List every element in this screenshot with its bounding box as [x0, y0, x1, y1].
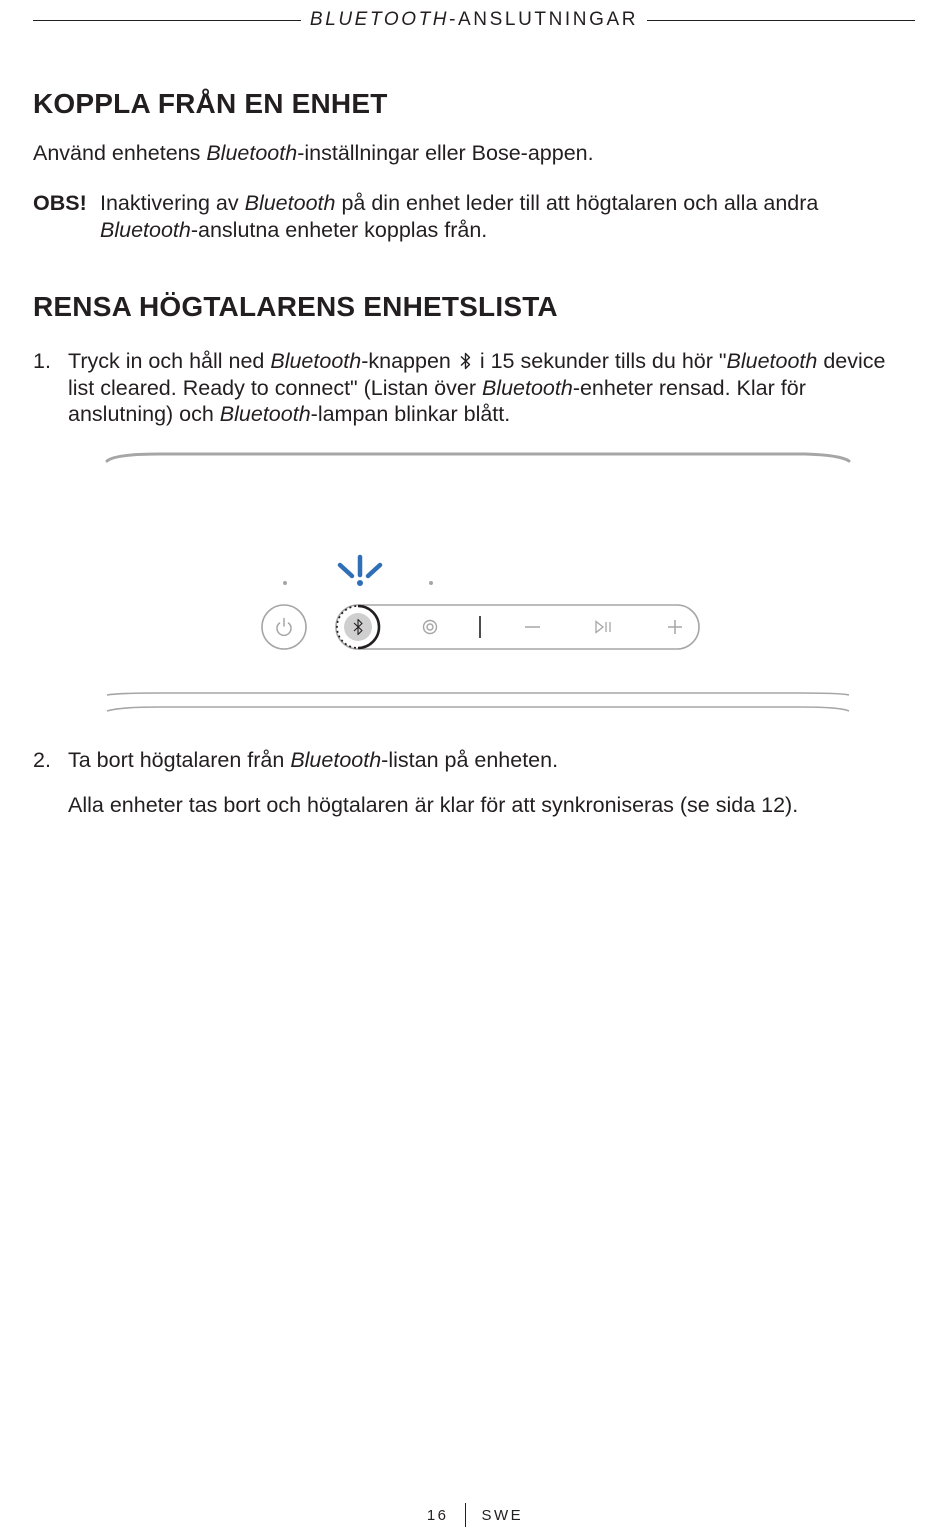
note-text: Inaktivering av Bluetooth på din enhet leder till att högtalaren och alla andra Bluetooth-anslutna enheter kopplas från.	[100, 191, 819, 242]
step-2-result: Alla enheter tas bort och högtalaren är klar för att synkroniseras (se sida 12).	[68, 793, 799, 817]
page-footer	[0, 1500, 950, 1530]
footer-divider	[465, 1503, 466, 1527]
intro-paragraph: Använd enhetens Bluetooth-inställningar eller Bose-appen.	[33, 141, 594, 165]
bluetooth-light-blinking	[340, 557, 380, 576]
page-number: 16	[426, 1506, 449, 1524]
button-panel	[336, 605, 699, 649]
step-number: 2.	[33, 748, 51, 772]
step-2-text: Ta bort högtalaren från Bluetooth-listan på enheten.	[68, 748, 559, 772]
bluetooth-indicator-dot	[357, 580, 363, 586]
section-heading-clear-list: RENSA HÖGTALARENS ENHETSLISTA	[33, 291, 558, 322]
page-header	[33, 7, 915, 33]
header-title: BLUETOOTH-ANSLUTNINGAR	[309, 9, 639, 30]
step-1-text: Tryck in och håll ned Bluetooth-knappen i 15 sekunder tills du hör "Bluetooth device list cleared. Ready to connect" (Listan över Bluetooth-enheter rensad. Klar för anslutning) och Bluetooth-lampan blinkar blått.	[68, 349, 886, 426]
section-heading-disconnect: KOPPLA FRÅN EN ENHET	[33, 88, 388, 119]
note-label: OBS!	[33, 191, 87, 215]
speaker-body-line-upper	[107, 693, 849, 695]
power-button[interactable]	[262, 605, 306, 649]
header-rule-right	[647, 20, 915, 21]
speaker-top-edge	[107, 454, 849, 461]
speaker-body-line-lower	[107, 707, 849, 711]
header-rule-left	[33, 20, 301, 21]
language-code: SWE	[481, 1506, 524, 1524]
bluetooth-icon	[459, 351, 472, 371]
speaker-top-illustration	[100, 445, 860, 720]
action-indicator-dot	[429, 581, 433, 585]
step-number: 1.	[33, 349, 51, 373]
power-indicator-dot	[283, 581, 287, 585]
